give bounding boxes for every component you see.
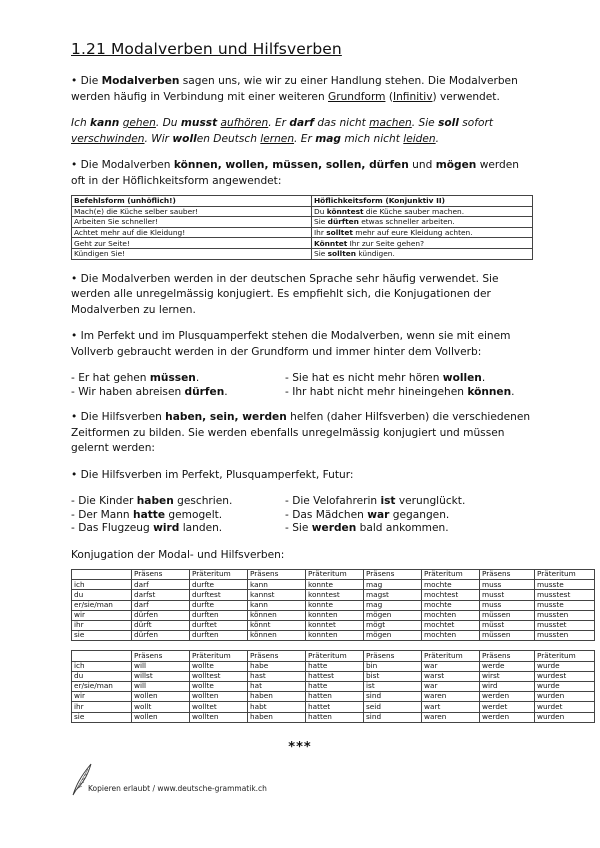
conjugation-cell: will: [132, 681, 190, 691]
section-separator: ***: [288, 740, 312, 755]
intro-paragraph: [71, 74, 533, 105]
table-row: [72, 238, 533, 249]
conjugation-cell: war: [422, 681, 480, 691]
conjugation-cell: mochten: [422, 610, 480, 620]
conjugation-cell: durftest: [190, 590, 248, 600]
person-cell: [72, 651, 132, 661]
text-run-bold: könntest: [326, 206, 364, 216]
text-run: Sie: [314, 217, 328, 227]
conjugation-cell: darf: [132, 600, 190, 610]
person-cell: du: [72, 590, 132, 600]
text-run: .: [195, 372, 200, 385]
table-cell: [312, 206, 533, 217]
conjugation-cell: konnte: [306, 580, 364, 590]
conjugation-cell: sind: [364, 692, 422, 702]
text-run: . Du: [155, 117, 181, 129]
conjugation-cell: müsst: [480, 621, 535, 631]
conjugation-cell: Präsens: [248, 570, 306, 580]
conjugation-cell: durften: [190, 610, 248, 620]
column-header: Höflichkeitsform (Konjunktiv II): [312, 196, 533, 207]
table-cell: [312, 227, 533, 238]
text-run-bold: Könntet: [314, 238, 348, 248]
text-run: .: [481, 372, 486, 385]
conjugation-cell: mochte: [422, 580, 480, 590]
conjugation-cell: wollte: [190, 661, 248, 671]
perfect-examples-left: [71, 372, 285, 399]
conjugation-cell: bin: [364, 661, 422, 671]
conjugation-cell: musste: [535, 580, 595, 590]
conjugation-caption: Konjugation der Modal- und Hilfsverben:: [71, 548, 285, 561]
person-cell: ich: [72, 580, 132, 590]
text-run: landen.: [179, 522, 223, 535]
person-cell: ich: [72, 661, 132, 671]
text-run: . Er: [268, 117, 290, 129]
example-line: [285, 372, 533, 386]
text-run: mehr auf eure Kleidung achten.: [352, 228, 473, 238]
conjugation-cell: mussten: [535, 610, 595, 620]
table-cell: [312, 217, 533, 228]
example-line: [71, 386, 285, 400]
text-run: ) verwendet.: [432, 90, 500, 103]
conjugation-cell: durfte: [190, 580, 248, 590]
text-run-underlined: verschwinden: [71, 132, 145, 145]
conjugation-cell: Präsens: [248, 651, 306, 661]
table-row: [72, 631, 595, 641]
text-run-underlined: Infinitiv: [392, 90, 433, 103]
text-run-bold: wollen: [442, 372, 482, 385]
conjugation-cell: wurden: [535, 712, 595, 722]
text-run-underlined: machen: [369, 117, 412, 129]
conjugation-cell: warst: [422, 671, 480, 681]
conjugation-cell: wollen: [132, 692, 190, 702]
table-row: [72, 248, 533, 259]
person-cell: wir: [72, 692, 132, 702]
conjugation-cell: wollten: [190, 692, 248, 702]
table-cell: [312, 248, 533, 259]
text-run-bold: wird: [153, 522, 180, 535]
text-run-underlined: leiden: [403, 132, 436, 145]
conjugation-cell: mögen: [364, 610, 422, 620]
conjugation-cell: wart: [422, 702, 480, 712]
text-run: • Die: [71, 75, 102, 87]
text-run: (: [385, 90, 393, 103]
table-cell: Arbeiten Sie schneller!: [72, 217, 312, 228]
politeness-table: [71, 195, 533, 260]
conjugation-cell: werden: [480, 712, 535, 722]
text-run-bold: mag: [315, 132, 341, 145]
text-run-bold: mögen: [435, 159, 477, 171]
column-header: Befehlsform (unhöflich!): [72, 196, 312, 207]
text-run: Ich: [71, 117, 91, 129]
conjugation-cell: Präteritum: [306, 651, 364, 661]
text-run: • Die Modalverben: [71, 159, 174, 171]
text-run: gegangen.: [389, 508, 450, 521]
conjugation-cell: müssen: [480, 631, 535, 641]
text-run-bold: hatte: [133, 508, 166, 521]
conjugation-cell: bist: [364, 671, 422, 681]
conjugation-cell: darf: [132, 580, 190, 590]
text-run: geschrien.: [173, 495, 233, 508]
conjugation-cell: wolltet: [190, 702, 248, 712]
conjugation-cell: ist: [364, 681, 422, 691]
text-run: - Sie hat es nicht mehr hören: [285, 372, 443, 385]
conjugation-cell: wollt: [132, 702, 190, 712]
text-run-bold: solltet: [326, 228, 353, 238]
conjugation-cell: wurden: [535, 692, 595, 702]
table-header-row: [72, 196, 533, 207]
perfect-examples-right: [285, 372, 533, 399]
table-row: [72, 610, 595, 620]
text-run: etwas schneller arbeiten.: [358, 217, 455, 227]
conjugation-cell: kannst: [248, 590, 306, 600]
text-run: . Er: [294, 132, 316, 145]
text-run: - Das Mädchen: [285, 508, 368, 521]
text-run-bold: können, wollen, müssen, sollen, dürfen: [173, 159, 409, 171]
conjugation-cell: Präteritum: [306, 570, 364, 580]
table-cell: [312, 238, 533, 249]
conjugation-cell: waren: [422, 692, 480, 702]
text-run: sagen uns, wie wir zu einer Handlung stehen. Die Modalverben werden häufig in Verbindung mit einer weiteren: [71, 75, 518, 103]
conjugation-cell: Präteritum: [422, 651, 480, 661]
conjugation-cell: musst: [480, 590, 535, 600]
conjugation-cell: wolltest: [190, 671, 248, 681]
person-cell: sie: [72, 631, 132, 641]
page-title: 1.21 Modalverben und Hilfsverben: [71, 40, 342, 58]
text-run: Ihr: [314, 228, 327, 238]
text-run: - Er hat gehen: [71, 372, 150, 385]
table-row: [72, 681, 595, 691]
text-run-bold: können: [467, 385, 512, 398]
table-row: [72, 702, 595, 712]
conjugation-cell: Präsens: [132, 651, 190, 661]
text-run: bald ankommen.: [356, 522, 449, 535]
example-line: [285, 495, 533, 509]
conjugation-cell: Präteritum: [190, 570, 248, 580]
conjugation-cell: wurdet: [535, 702, 595, 712]
person-cell: ihr: [72, 621, 132, 631]
conjugation-table-auxiliary: [71, 650, 595, 722]
example-line: [285, 386, 533, 400]
text-run: verunglückt.: [395, 495, 466, 508]
conjugation-cell: werde: [480, 661, 535, 671]
conjugation-cell: musstet: [535, 621, 595, 631]
conjugation-cell: wirst: [480, 671, 535, 681]
text-run: werden oft in der Höflichkeitsform angewendet:: [71, 159, 520, 187]
text-run: . Sie: [411, 117, 439, 129]
table-cell: Kündigen Sie!: [72, 248, 312, 259]
text-run-underlined: gehen: [122, 117, 156, 129]
conjugation-cell: sind: [364, 712, 422, 722]
text-run-bold: müssen: [149, 372, 196, 385]
conjugation-cell: mochtest: [422, 590, 480, 600]
text-run-bold: musst: [180, 117, 218, 129]
worksheet-page: [71, 40, 576, 723]
text-run-bold: werden: [311, 522, 357, 535]
conjugation-cell: haben: [248, 692, 306, 702]
text-run-bold: woll: [172, 132, 197, 145]
person-cell: er/sie/man: [72, 600, 132, 610]
conjugation-cell: wird: [480, 681, 535, 691]
text-run: sofort: [458, 117, 494, 129]
example-line: [71, 522, 285, 536]
conjugation-cell: hattest: [306, 671, 364, 681]
person-cell: sie: [72, 712, 132, 722]
text-run-bold: haben, sein, werden: [165, 411, 287, 424]
conjugation-cell: haben: [248, 712, 306, 722]
conjugation-cell: wollten: [190, 712, 248, 722]
conjugation-cell: musste: [535, 600, 595, 610]
text-run: kündigen.: [356, 249, 395, 259]
table-cell: Mach(e) die Küche selber sauber!: [72, 206, 312, 217]
table-row: [72, 217, 533, 228]
auxiliary-examples-left: [71, 495, 285, 536]
conjugation-cell: musstest: [535, 590, 595, 600]
example-line: [71, 509, 285, 523]
perfect-paragraph: • Im Perfekt und im Plusquamperfekt stehen die Modalverben, wenn sie mit einem Vollverb gebraucht werden in der Grundform und immer hinter dem Vollverb:: [71, 330, 511, 358]
table-row: [72, 600, 595, 610]
table-row: [72, 651, 595, 661]
table-row: [72, 227, 533, 238]
table-row: [72, 206, 533, 217]
text-run: das nicht: [313, 117, 370, 129]
conjugation-cell: hattet: [306, 702, 364, 712]
person-cell: [72, 570, 132, 580]
auxiliary-examples-right: [285, 495, 533, 536]
text-run: helfen (daher Hilfsverben) die verschiedenen Zeitformen zu bilden. Sie werden ebenfalls unregelmässig konjugiert und müssen gelernt werden:: [71, 411, 531, 455]
conjugation-cell: habt: [248, 702, 306, 712]
conjugation-cell: wollen: [132, 712, 190, 722]
table-row: [72, 671, 595, 681]
conjugation-cell: magst: [364, 590, 422, 600]
example-line: [71, 372, 285, 386]
text-run: Ihr zur Seite gehen?: [347, 238, 424, 248]
conjugation-cell: dürft: [132, 621, 190, 631]
conjugation-cell: kann: [248, 600, 306, 610]
conjugation-cell: mögen: [364, 631, 422, 641]
conjugation-cell: dürfen: [132, 610, 190, 620]
text-run: • Die Hilfsverben: [71, 411, 166, 424]
conjugation-cell: mochte: [422, 600, 480, 610]
text-run: und: [408, 159, 436, 171]
politeness-paragraph: [71, 158, 533, 189]
text-run-bold: dürften: [327, 217, 359, 227]
conjugation-cell: konnten: [306, 610, 364, 620]
conjugation-cell: muss: [480, 580, 535, 590]
text-run: en Deutsch: [196, 132, 261, 145]
auxiliary-paragraph: [71, 410, 533, 457]
person-cell: ihr: [72, 702, 132, 712]
conjugation-cell: mussten: [535, 631, 595, 641]
conjugation-cell: durftet: [190, 621, 248, 631]
text-run-bold: darf: [289, 117, 314, 129]
conjugation-cell: Präsens: [480, 651, 535, 661]
text-run: Du: [314, 206, 327, 216]
text-run: - Die Kinder: [71, 495, 137, 508]
conjugation-cell: seid: [364, 702, 422, 712]
text-run: .: [435, 132, 439, 145]
text-run: - Das Flugzeug: [71, 522, 154, 535]
person-cell: du: [72, 671, 132, 681]
text-run: Sie: [314, 249, 328, 259]
conjugation-cell: könnt: [248, 621, 306, 631]
conjugation-cell: hatte: [306, 661, 364, 671]
conjugation-cell: wurde: [535, 661, 595, 671]
footer-copyright: Kopieren erlaubt / www.deutsche-grammatik.ch: [88, 784, 267, 793]
conjugation-cell: dürfen: [132, 631, 190, 641]
text-run-bold: war: [367, 508, 390, 521]
table-cell: Geht zur Seite!: [72, 238, 312, 249]
text-run: .: [224, 385, 228, 398]
person-cell: wir: [72, 610, 132, 620]
text-run: mich nicht: [340, 132, 404, 145]
conjugation-cell: konnten: [306, 631, 364, 641]
table-row: [72, 570, 595, 580]
conjugation-cell: Präteritum: [422, 570, 480, 580]
conjugation-cell: willst: [132, 671, 190, 681]
conjugation-cell: konnte: [306, 600, 364, 610]
table-row: [72, 712, 595, 722]
conjugation-cell: hat: [248, 681, 306, 691]
conjugation-cell: waren: [422, 712, 480, 722]
text-run-underlined: lernen: [260, 132, 295, 145]
text-run: .: [511, 385, 515, 398]
conjugation-cell: habe: [248, 661, 306, 671]
modal-examples-paragraph: [71, 116, 533, 147]
text-run: - Wir haben abreisen: [71, 385, 185, 398]
perfect-examples: [71, 372, 533, 399]
conjugation-cell: mögt: [364, 621, 422, 631]
table-row: [72, 580, 595, 590]
text-run-bold: sollten: [327, 249, 357, 259]
conjugation-cell: können: [248, 610, 306, 620]
conjugation-cell: werden: [480, 692, 535, 702]
text-run-underlined: Grundform: [328, 90, 386, 103]
conjugation-cell: hatten: [306, 712, 364, 722]
text-run-underlined: aufhören: [220, 117, 269, 129]
conjugation-cell: Präsens: [364, 651, 422, 661]
conjugation-cell: Präsens: [480, 570, 535, 580]
table-row: [72, 621, 595, 631]
conjugation-cell: durften: [190, 631, 248, 641]
text-run: . Wir: [144, 132, 173, 145]
frequency-paragraph: • Die Modalverben werden in der deutschen Sprache sehr häufig verwendet. Sie werden alle unregelmässig konjugiert. Es empfiehlt sich, die Konjugationen der Modalverben zu lernen.: [71, 272, 499, 316]
conjugation-cell: Präteritum: [535, 651, 595, 661]
conjugation-cell: Präsens: [364, 570, 422, 580]
conjugation-cell: will: [132, 661, 190, 671]
conjugation-cell: muss: [480, 600, 535, 610]
conjugation-cell: wurdest: [535, 671, 595, 681]
example-line: [285, 522, 533, 536]
auxiliary-examples: [71, 495, 533, 536]
conjugation-cell: müssen: [480, 610, 535, 620]
table-row: [72, 661, 595, 671]
text-run: - Der Mann: [71, 508, 134, 521]
conjugation-cell: war: [422, 661, 480, 671]
table-cell: Achtet mehr auf die Kleidung!: [72, 227, 312, 238]
conjugation-cell: mag: [364, 580, 422, 590]
conjugation-cell: werdet: [480, 702, 535, 712]
conjugation-cell: können: [248, 631, 306, 641]
conjugation-cell: konntet: [306, 621, 364, 631]
conjugation-cell: mochtet: [422, 621, 480, 631]
conjugation-table-modal: [71, 569, 595, 641]
text-run: - Die Velofahrerin: [285, 495, 381, 508]
conjugation-cell: mag: [364, 600, 422, 610]
auxiliary-tenses-paragraph: • Die Hilfsverben im Perfekt, Plusquamperfekt, Futur:: [71, 468, 354, 481]
example-line: [285, 509, 533, 523]
conjugation-cell: hast: [248, 671, 306, 681]
text-run: gemogelt.: [165, 508, 223, 521]
text-run: - Sie: [285, 522, 312, 535]
text-run: die Küche sauber machen.: [363, 206, 465, 216]
text-run-bold: Modalverben: [101, 75, 180, 87]
person-cell: er/sie/man: [72, 681, 132, 691]
text-run-bold: ist: [380, 495, 396, 508]
conjugation-cell: Präteritum: [535, 570, 595, 580]
conjugation-cell: konntest: [306, 590, 364, 600]
table-row: [72, 692, 595, 702]
conjugation-cell: mochten: [422, 631, 480, 641]
text-run-bold: kann: [90, 117, 120, 129]
text-run: - Ihr habt nicht mehr hineingehen: [285, 385, 468, 398]
conjugation-cell: durfte: [190, 600, 248, 610]
conjugation-cell: kann: [248, 580, 306, 590]
text-run-bold: haben: [136, 495, 174, 508]
conjugation-cell: hatte: [306, 681, 364, 691]
conjugation-cell: wurde: [535, 681, 595, 691]
example-line: [71, 495, 285, 509]
conjugation-cell: wollte: [190, 681, 248, 691]
text-run-bold: soll: [438, 117, 459, 129]
table-row: [72, 590, 595, 600]
conjugation-cell: Präsens: [132, 570, 190, 580]
conjugation-cell: Präteritum: [190, 651, 248, 661]
text-run-bold: dürfen: [184, 385, 225, 398]
conjugation-cell: darfst: [132, 590, 190, 600]
conjugation-cell: hatten: [306, 692, 364, 702]
